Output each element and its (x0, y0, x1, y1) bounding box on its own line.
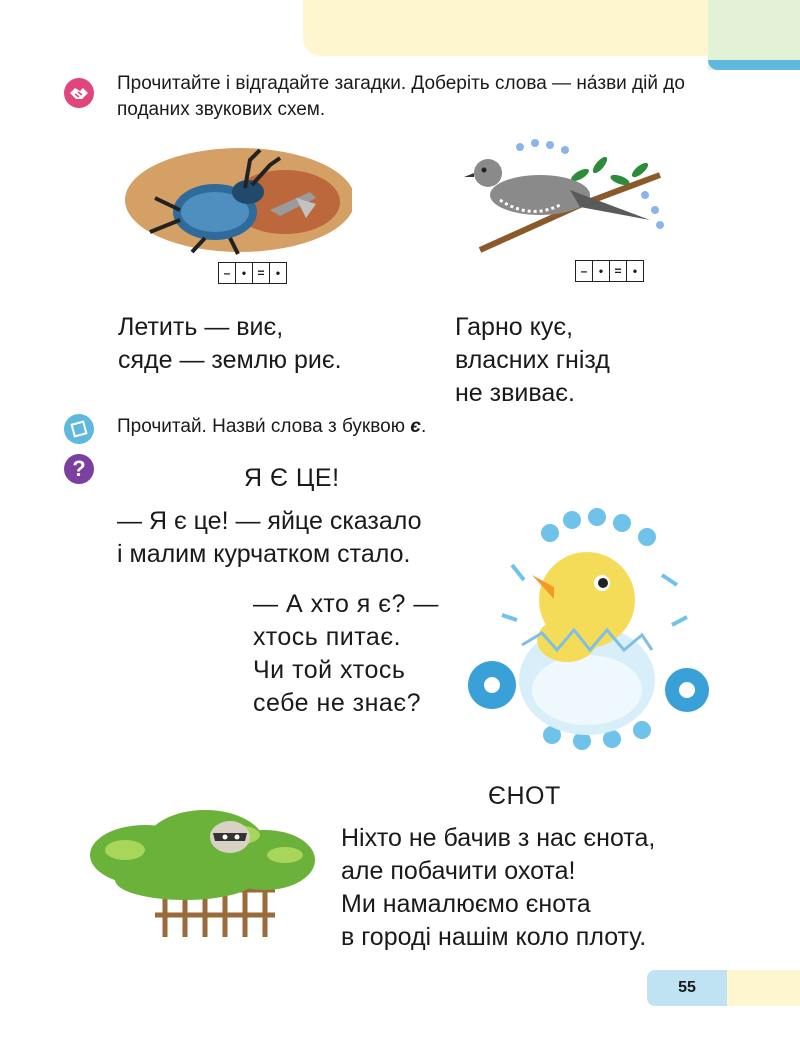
cuckoo-illustration (460, 135, 670, 260)
scheme-cell: = (610, 261, 627, 281)
page-number-band (720, 970, 800, 1006)
poem-line: в городі нашім коло плоту. (341, 923, 647, 951)
riddle-line: не звиває. (455, 379, 575, 407)
scheme-cell: = (253, 263, 270, 283)
poem-line: себе не знає? (253, 689, 421, 717)
read-letter: є (410, 416, 421, 437)
poem-line: Чи той хтось (253, 656, 406, 684)
riddle-2 (455, 311, 610, 410)
chick-illustration (462, 505, 710, 755)
riddle-line: Летить — виє, (118, 313, 284, 341)
poem1-title: Я Є ЦЕ! (244, 464, 340, 492)
read-instruction (117, 414, 426, 440)
read-instruction-end: . (420, 416, 427, 437)
page-number: 55 (678, 979, 696, 996)
scheme-cell: – (576, 261, 593, 281)
scheme-cell: • (236, 263, 253, 283)
poem1-stanza-a (117, 505, 422, 571)
poem-line: Ніхто не бачив з нас єнота, (341, 824, 656, 852)
poem-line: і малим курчатком стало. (117, 540, 411, 568)
riddle-1 (118, 311, 342, 377)
riddle-line: Гарно кує, (455, 313, 574, 341)
riddle-line: власних гнізд (455, 346, 610, 374)
scheme-cell: • (632, 264, 638, 278)
read-instruction-text: Прочитай. Назви́ слова з буквою (117, 416, 411, 437)
poem-line: — Я є це! — яйце сказало (117, 507, 422, 535)
sound-scheme-2 (575, 260, 644, 282)
raccoon-illustration (85, 785, 315, 940)
sound-scheme-1 (218, 262, 287, 284)
beetle-illustration (120, 140, 352, 260)
question-icon: ? (64, 454, 94, 484)
poem-line: але побачити охота! (341, 857, 576, 885)
poem1-stanza-b (253, 588, 439, 720)
header-tab-accent (708, 0, 800, 70)
poem-line: Ми намалюємо єнота (341, 890, 591, 918)
poem-line: — А хто я є? — (253, 590, 439, 618)
poem-line: хтось питає. (253, 623, 402, 651)
header-tab (303, 0, 723, 56)
poem2-title: ЄНОТ (488, 782, 561, 810)
poem2-stanza (341, 822, 655, 954)
book-icon (64, 414, 94, 444)
riddle-line: сяде — землю риє. (118, 346, 342, 374)
scheme-cell: • (593, 261, 610, 281)
riddles-instruction: Прочитайте і відгадайте загадки. Доберіть слова — на́зви дій до поданих звукових схем. (117, 73, 685, 120)
handshake-icon (64, 78, 94, 108)
scheme-cell: • (275, 266, 281, 280)
scheme-cell: – (219, 263, 236, 283)
